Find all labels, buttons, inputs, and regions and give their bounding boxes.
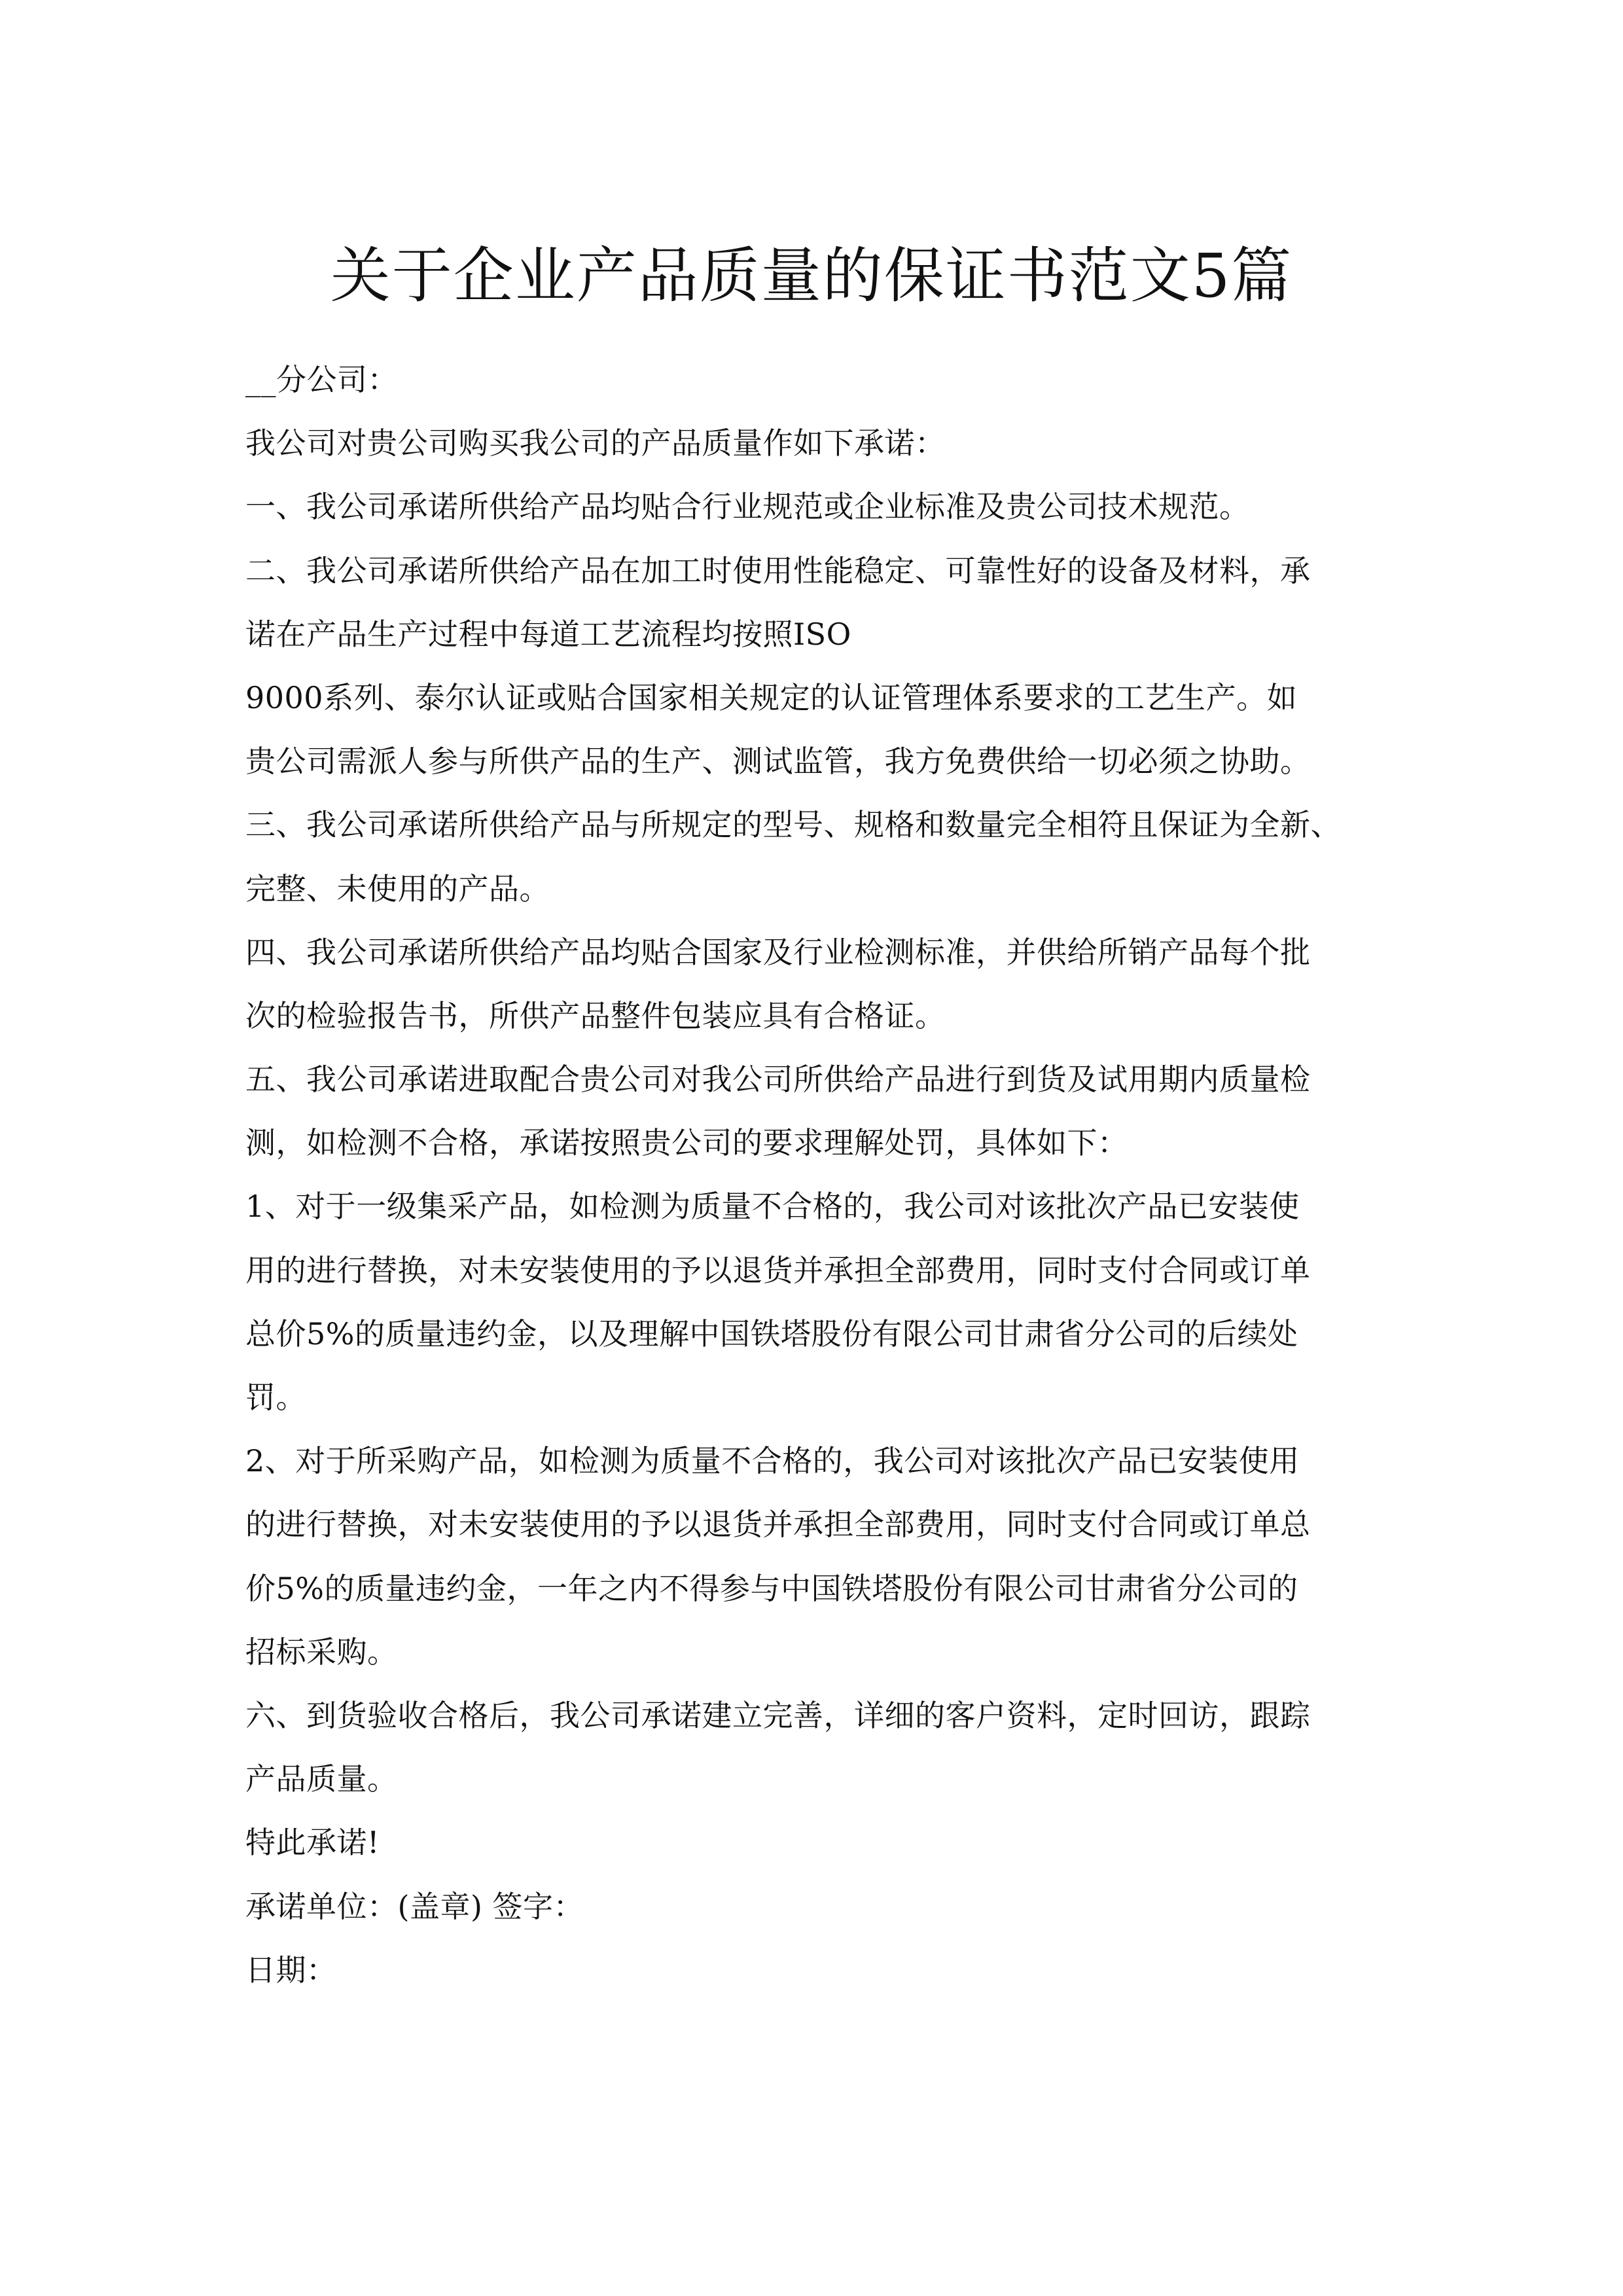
clause-5-line: 测，如检测不合格，承诺按照贵公司的要求理解处罚，具体如下： <box>245 1125 1128 1161</box>
closing-line: 特此承诺! <box>245 1825 380 1861</box>
sub-item-1-line: 总价5%的质量违约金，以及理解中国铁塔股份有限公司甘肃省分公司的后续处 <box>245 1316 1298 1352</box>
sub-item-1-line: 1、对于一级集采产品，如检测为质量不合格的，我公司对该批次产品已安装使 <box>245 1189 1300 1225</box>
sub-item-2-line: 的进行替换，对未安装使用的予以退货并承担全部费用，同时支付合同或订单总 <box>245 1507 1311 1543</box>
clause-2-line: 9000系列、泰尔认证或贴合国家相关规定的认证管理体系要求的工艺生产。如 <box>245 679 1298 715</box>
sub-item-2-line: 招标采购。 <box>245 1634 398 1670</box>
document-body <box>245 357 1384 2011</box>
sub-item-1-line: 罚。 <box>245 1380 306 1415</box>
clause-3-line: 完整、未使用的产品。 <box>245 870 550 906</box>
clause-6-line: 六、到货验收合格后，我公司承诺建立完善，详细的客户资料，定时回访，跟踪 <box>245 1697 1311 1733</box>
clause-2-line: 诺在产品生产过程中每道工艺流程均按照ISO <box>245 616 851 652</box>
sub-item-2-line: 2、对于所采购产品，如检测为质量不合格的，我公司对该批次产品已安装使用 <box>245 1443 1300 1479</box>
clause-4-line: 四、我公司承诺所供给产品均贴合国家及行业检测标准，并供给所销产品每个批 <box>245 934 1311 970</box>
clause-6-line: 产品质量。 <box>245 1761 398 1797</box>
clause-3-line: 三、我公司承诺所供给产品与所规定的型号、规格和数量完全相符且保证为全新、 <box>245 807 1341 843</box>
clause-2-line: 贵公司需派人参与所供产品的生产、测试监管，我方免费供给一切必须之协助。 <box>245 744 1311 780</box>
intro-line: 我公司对贵公司购买我公司的产品质量作如下承诺： <box>245 425 946 461</box>
document-title: 关于企业产品质量的保证书范文5篇 <box>330 240 1293 311</box>
salutation-line: __分公司： <box>245 362 398 397</box>
sub-item-1-line: 用的进行替换，对未安装使用的予以退货并承担全部费用，同时支付合同或订单 <box>245 1252 1311 1288</box>
signature-line: 承诺单位：(盖章) 签字： <box>245 1888 584 1924</box>
date-line: 日期： <box>245 1952 337 1988</box>
clause-4-line: 次的检验报告书，所供产品整件包装应具有合格证。 <box>245 997 946 1033</box>
clause-5-line: 五、我公司承诺进取配合贵公司对我公司所供给产品进行到货及试用期内质量检 <box>245 1062 1311 1098</box>
sub-item-2-line: 价5%的质量违约金，一年之内不得参与中国铁塔股份有限公司甘肃省分公司的 <box>245 1570 1298 1606</box>
clause-1-line: 一、我公司承诺所供给产品均贴合行业规范或企业标准及贵公司技术规范。 <box>245 489 1250 525</box>
clause-2-line: 二、我公司承诺所供给产品在加工时使用性能稳定、可靠性好的设备及材料，承 <box>245 552 1311 588</box>
